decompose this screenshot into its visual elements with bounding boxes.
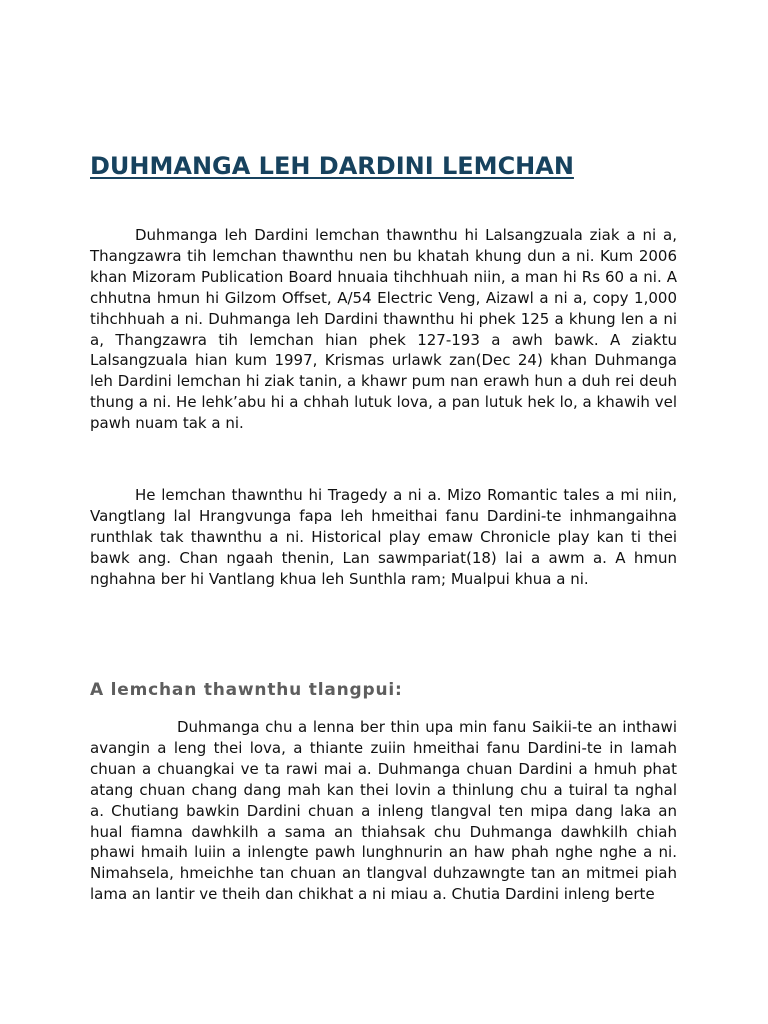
section-heading-summary: A lemchan thawnthu tlangpui: bbox=[90, 680, 403, 700]
body-paragraph-intro: Duhmanga leh Dardini lemchan thawnthu hi Lalsangzuala ziak a ni a, Thangzawra tih lemchan thawnthu nen bu khatah khung dun a ni. Kum 2006 khan Mizoram Publication Board hnuaia tihchhuah niin, a man hi Rs 60 a ni. A chhutna hmun hi Gilzom Offset, A/54 Electric Veng, Aizawl a ni a, copy 1,000 tihchhuah a ni. Duhmanga leh Dardini thawnthu hi phek 125 a khung len a ni a, Thangzawra tih lemchan hian phek 127-193 a awh bawk. A ziaktu Lalsangzuala hian kum 1997, Krismas urlawk zan(Dec 24) khan Duhmanga leh Dardini lemchan hi ziak tanin, a khawr pum nan erawh hun a duh rei deuh thung a ni. He lehk’abu hi a chhah lutuk lova, a pan lutuk hek lo, a khawih vel pawh nuam tak a ni. bbox=[90, 226, 677, 433]
body-paragraph-genre: He lemchan thawnthu hi Tragedy a ni a. Mizo Romantic tales a mi niin, Vangtlang lal Hrangvunga fapa leh hmeithai fanu Dardini-te inhmangaihna runthlak tak thawnthu a ni. Historical play emaw Chronicle play kan ti thei bawk ang. Chan ngaah thenin, Lan sawmpariat(18) lai a awm a. A hmun nghahna ber hi Vantlang khua leh Sunthla ram; Mualpui khua a ni. bbox=[90, 486, 677, 588]
body-paragraph-summary: Duhmanga chu a lenna ber thin upa min fanu Saikii-te an inthawi avangin a leng thei lova, a thiante zuiin hmeithai fanu Dardini-te in lamah chuan a chuangkai ve ta rawi mai a. Duhmanga chuan Dardini a hmuh phat atang chuan chang dang mah kan thei lovin a thinlung chu a tuiral ta nghal a. Chutiang bawkin Dardini chuan a inleng tlangval ten mipa dang laka an hual fiamna dawhkilh a sama an thiahsak chu Duhmanga dawhkilh chiah phawi hmaih luiin a inlengte pawh lunghnurin an haw phah nghe nghe a ni. Nimahsela, hmeichhe tan chuan an tlangval duhzawngte tan an mitmei piah lama an lantir ve theih dan chikhat a ni miau a. Chutia Dardini inleng berte bbox=[90, 718, 677, 904]
page-title: DUHMANGA LEH DARDINI LEMCHAN bbox=[90, 152, 574, 180]
